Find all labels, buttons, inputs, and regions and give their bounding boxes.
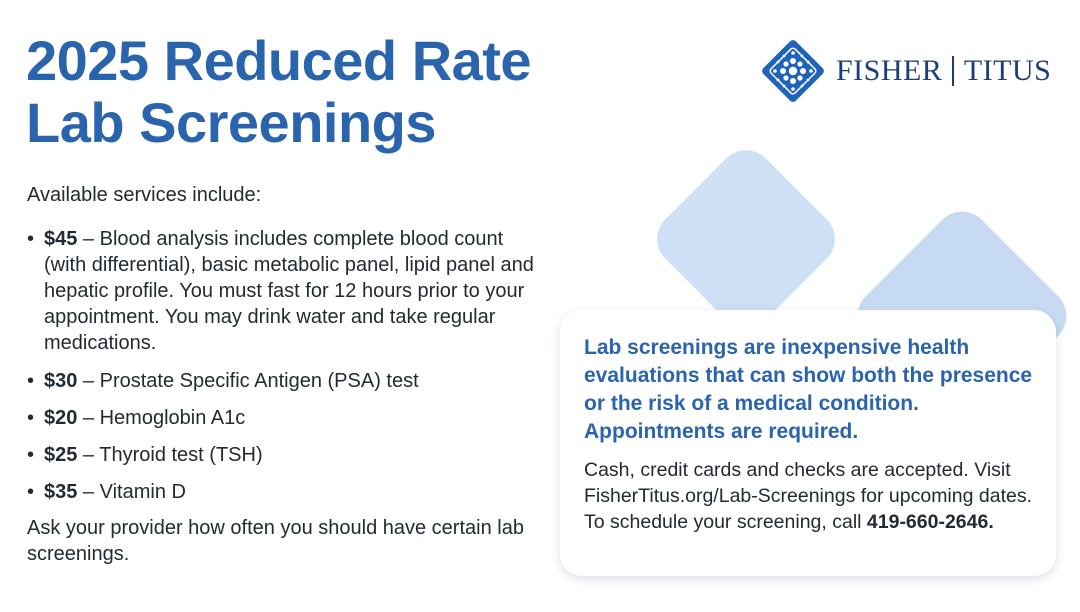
card-body-text: Cash, credit cards and checks are accepted. Visit FisherTitus.org/Lab-Screenings for upcoming dates. To schedule your screening, call (584, 459, 1032, 533)
service-item-blood-analysis (27, 226, 547, 356)
service-item-thyroid (27, 442, 547, 468)
service-description: – Blood analysis includes complete blood count (with differential), basic metabolic panel, lipid panel and hepatic profile. You must fast for 12 hours prior to your appointment. You may drink water and take regular medications. (44, 228, 534, 354)
service-item-a1c (27, 405, 547, 431)
service-price: $35 (44, 481, 78, 503)
card-headline: Lab screenings are inexpensive health evaluations that can show both the presence or the risk of a medical condition. Appointments are required. (584, 336, 1033, 443)
service-price: $45 (44, 228, 78, 250)
services-intro: Available services include: (27, 184, 262, 206)
service-item-psa (27, 368, 547, 394)
bullet-icon: • (27, 444, 35, 466)
bullet-icon: • (27, 370, 35, 392)
logo-word-fisher: FISHER (836, 54, 943, 87)
bullet-icon: • (27, 481, 35, 503)
bullet-icon: • (27, 407, 35, 429)
info-card (560, 310, 1056, 576)
logo-word-titus: TITUS (963, 54, 1052, 87)
fisher-titus-logo (758, 36, 1051, 106)
card-body (584, 457, 1034, 535)
services-list (27, 226, 547, 516)
service-description: – Vitamin D (77, 481, 186, 503)
service-description: – Prostate Specific Antigen (PSA) test (77, 370, 419, 392)
logo-divider (952, 56, 954, 86)
service-price: $20 (44, 407, 78, 429)
page-title (26, 30, 531, 154)
service-price: $30 (44, 370, 78, 392)
service-price: $25 (44, 444, 78, 466)
phone-number: 419-660-2646. (866, 511, 994, 533)
service-description: – Thyroid test (TSH) (77, 444, 263, 466)
title-line-1: 2025 Reduced Rate (26, 29, 532, 92)
closing-note: Ask your provider how often you should have certain lab screenings. (27, 517, 524, 565)
diamond-dots-icon (758, 36, 828, 106)
bullet-icon: • (27, 228, 35, 250)
service-description: – Hemoglobin A1c (77, 407, 246, 429)
title-line-2: Lab Screenings (26, 91, 437, 154)
service-item-vitamin-d (27, 479, 547, 505)
logo-wordmark (836, 54, 1051, 88)
